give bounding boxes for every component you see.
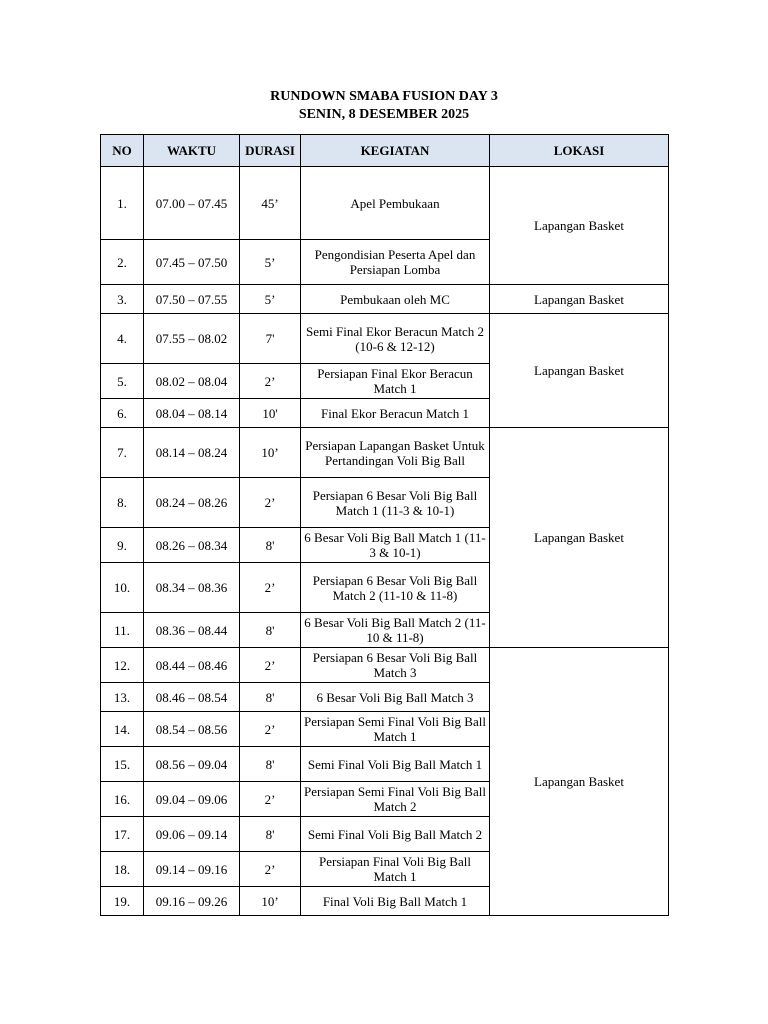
cell-durasi: 2’ [240, 712, 301, 747]
table-row [101, 648, 669, 683]
cell-no: 8. [101, 478, 144, 528]
cell-durasi: 10’ [240, 428, 301, 478]
cell-waktu: 08.34 – 08.36 [144, 563, 240, 613]
cell-kegiatan: Apel Pembukaan [301, 167, 490, 240]
cell-kegiatan: Semi Final Voli Big Ball Match 2 [301, 817, 490, 852]
cell-no: 2. [101, 240, 144, 285]
cell-kegiatan: 6 Besar Voli Big Ball Match 1 (11-3 & 10-1) [301, 528, 490, 563]
cell-no: 7. [101, 428, 144, 478]
table-row [101, 428, 669, 478]
cell-waktu: 07.45 – 07.50 [144, 240, 240, 285]
cell-durasi: 2’ [240, 563, 301, 613]
table-row [101, 285, 669, 314]
cell-durasi: 8' [240, 683, 301, 712]
cell-waktu: 07.55 – 08.02 [144, 314, 240, 364]
cell-no: 15. [101, 747, 144, 782]
cell-kegiatan: Persiapan 6 Besar Voli Big Ball Match 2 (11-10 & 11-8) [301, 563, 490, 613]
cell-no: 4. [101, 314, 144, 364]
cell-no: 14. [101, 712, 144, 747]
header-durasi: DURASI [240, 135, 301, 167]
cell-no: 19. [101, 887, 144, 916]
cell-durasi: 5’ [240, 285, 301, 314]
cell-durasi: 2’ [240, 782, 301, 817]
cell-no: 6. [101, 399, 144, 428]
cell-lokasi: Lapangan Basket [490, 648, 669, 916]
cell-lokasi: Lapangan Basket [490, 314, 669, 428]
document-title [0, 88, 768, 124]
cell-durasi: 2’ [240, 852, 301, 887]
cell-kegiatan: Semi Final Ekor Beracun Match 2 (10-6 & 12-12) [301, 314, 490, 364]
cell-kegiatan: Semi Final Voli Big Ball Match 1 [301, 747, 490, 782]
cell-no: 13. [101, 683, 144, 712]
cell-waktu: 09.16 – 09.26 [144, 887, 240, 916]
cell-waktu: 08.14 – 08.24 [144, 428, 240, 478]
cell-durasi: 7' [240, 314, 301, 364]
cell-kegiatan: Final Ekor Beracun Match 1 [301, 399, 490, 428]
cell-kegiatan: Persiapan Lapangan Basket Untuk Pertandingan Voli Big Ball [301, 428, 490, 478]
cell-kegiatan: 6 Besar Voli Big Ball Match 3 [301, 683, 490, 712]
cell-waktu: 08.04 – 08.14 [144, 399, 240, 428]
cell-waktu: 07.00 – 07.45 [144, 167, 240, 240]
rundown-table [100, 134, 669, 916]
table-header-row [101, 135, 669, 167]
cell-kegiatan: Persiapan Semi Final Voli Big Ball Match 2 [301, 782, 490, 817]
cell-no: 16. [101, 782, 144, 817]
cell-durasi: 8' [240, 528, 301, 563]
cell-kegiatan: 6 Besar Voli Big Ball Match 2 (11-10 & 11-8) [301, 613, 490, 648]
cell-durasi: 8' [240, 747, 301, 782]
cell-no: 12. [101, 648, 144, 683]
cell-durasi: 8' [240, 817, 301, 852]
cell-no: 3. [101, 285, 144, 314]
cell-kegiatan: Persiapan Final Ekor Beracun Match 1 [301, 364, 490, 399]
cell-no: 11. [101, 613, 144, 648]
cell-kegiatan: Persiapan Final Voli Big Ball Match 1 [301, 852, 490, 887]
cell-durasi: 45’ [240, 167, 301, 240]
cell-durasi: 8' [240, 613, 301, 648]
cell-lokasi: Lapangan Basket [490, 428, 669, 648]
cell-kegiatan: Persiapan 6 Besar Voli Big Ball Match 1 (11-3 & 10-1) [301, 478, 490, 528]
cell-durasi: 2’ [240, 364, 301, 399]
cell-waktu: 08.26 – 08.34 [144, 528, 240, 563]
cell-waktu: 08.02 – 08.04 [144, 364, 240, 399]
header-waktu: WAKTU [144, 135, 240, 167]
table-row [101, 167, 669, 240]
cell-durasi: 5’ [240, 240, 301, 285]
cell-waktu: 08.56 – 09.04 [144, 747, 240, 782]
cell-waktu: 08.46 – 08.54 [144, 683, 240, 712]
header-no: NO [101, 135, 144, 167]
cell-durasi: 2’ [240, 648, 301, 683]
header-kegiatan: KEGIATAN [301, 135, 490, 167]
cell-no: 1. [101, 167, 144, 240]
cell-waktu: 09.06 – 09.14 [144, 817, 240, 852]
cell-waktu: 08.36 – 08.44 [144, 613, 240, 648]
cell-no: 18. [101, 852, 144, 887]
cell-durasi: 10' [240, 399, 301, 428]
cell-kegiatan: Pembukaan oleh MC [301, 285, 490, 314]
cell-lokasi: Lapangan Basket [490, 285, 669, 314]
cell-no: 9. [101, 528, 144, 563]
cell-durasi: 2’ [240, 478, 301, 528]
cell-waktu: 08.44 – 08.46 [144, 648, 240, 683]
cell-waktu: 07.50 – 07.55 [144, 285, 240, 314]
cell-waktu: 08.24 – 08.26 [144, 478, 240, 528]
header-lokasi: LOKASI [490, 135, 669, 167]
cell-no: 17. [101, 817, 144, 852]
cell-waktu: 09.04 – 09.06 [144, 782, 240, 817]
cell-no: 10. [101, 563, 144, 613]
title-line-1: RUNDOWN SMABA FUSION DAY 3 [270, 89, 498, 104]
cell-no: 5. [101, 364, 144, 399]
cell-kegiatan: Persiapan 6 Besar Voli Big Ball Match 3 [301, 648, 490, 683]
title-line-2: SENIN, 8 DESEMBER 2025 [298, 107, 470, 122]
cell-lokasi: Lapangan Basket [490, 167, 669, 285]
cell-waktu: 09.14 – 09.16 [144, 852, 240, 887]
table-row [101, 314, 669, 364]
cell-kegiatan: Persiapan Semi Final Voli Big Ball Match 1 [301, 712, 490, 747]
cell-kegiatan: Pengondisian Peserta Apel dan Persiapan Lomba [301, 240, 490, 285]
cell-durasi: 10’ [240, 887, 301, 916]
cell-waktu: 08.54 – 08.56 [144, 712, 240, 747]
cell-kegiatan: Final Voli Big Ball Match 1 [301, 887, 490, 916]
